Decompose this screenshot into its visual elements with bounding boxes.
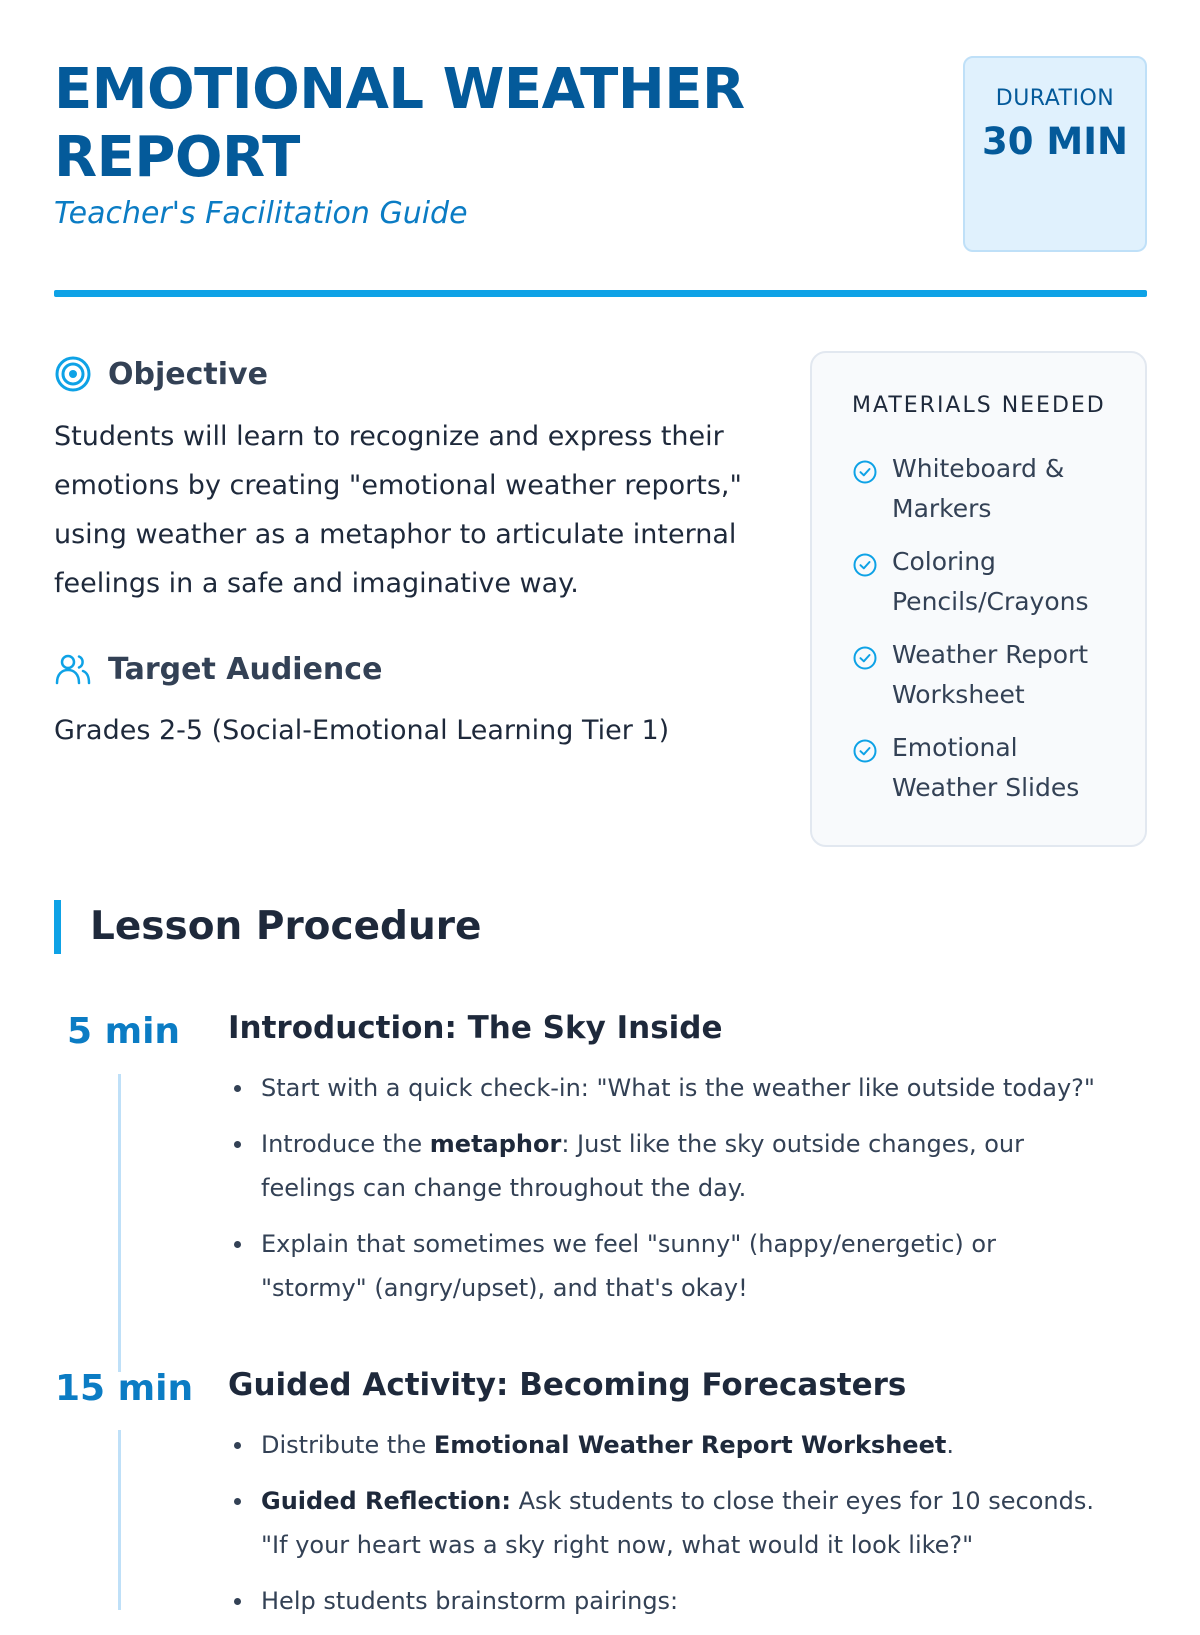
step-bullet-list	[228, 1066, 1108, 1322]
materials-item-label: Coloring Pencils/Crayons	[892, 547, 1089, 616]
materials-item-label: Weather Report Worksheet	[892, 640, 1089, 709]
duration-label: DURATION	[995, 86, 1115, 111]
page-title: EMOTIONAL WEATHER REPORT	[54, 57, 745, 190]
audience-heading-label: Target Audience	[108, 651, 383, 687]
step-bullet: Introduce the metaphor: Just like the sky outside changes, our feelings can change throughout the day.	[228, 1122, 1108, 1210]
step-bullet-list	[228, 1423, 1108, 1635]
objective-text: Students will learn to recognize and express their emotions by creating "emotional weather reports," using weather as a metaphor to articulate internal feelings in a safe and imaginative way.	[54, 421, 742, 599]
audience-heading	[54, 650, 382, 688]
check-circle-icon	[852, 645, 878, 671]
materials-item	[852, 542, 1132, 622]
duration-badge	[963, 56, 1147, 252]
materials-item	[852, 635, 1122, 715]
objective-heading	[54, 355, 268, 393]
materials-title: MATERIALS NEEDED	[852, 393, 1106, 418]
materials-item-label: Whiteboard & Markers	[892, 454, 1065, 523]
audience-text: Grades 2-5 (Social-Emotional Learning Tier 1)	[54, 715, 670, 746]
step-title: Introduction: The Sky Inside	[228, 1010, 723, 1046]
step-bullet: Distribute the Emotional Weather Report Worksheet.	[228, 1423, 1108, 1467]
check-circle-icon	[852, 738, 878, 764]
timeline-line	[118, 1074, 121, 1372]
materials-item-label: Emotional Weather Slides	[892, 733, 1080, 802]
users-icon	[54, 650, 92, 688]
materials-item	[852, 728, 1102, 808]
step-title: Guided Activity: Becoming Forecasters	[228, 1367, 907, 1403]
timeline-line	[118, 1430, 121, 1610]
step-bullet: Guided Reflection: Ask students to close their eyes for 10 seconds. "If your heart was a sky right now, what would it look like?"	[228, 1479, 1108, 1567]
check-circle-icon	[852, 552, 878, 578]
check-circle-icon	[852, 459, 878, 485]
page-header	[54, 56, 1147, 298]
procedure-heading: Lesson Procedure	[54, 900, 481, 954]
step-bullet: Help students brainstorm pairings:	[228, 1579, 1108, 1623]
materials-card	[810, 351, 1147, 847]
objective-heading-label: Objective	[108, 356, 268, 392]
duration-value: 30 MIN	[982, 120, 1128, 163]
step-bullet: Explain that sometimes we feel "sunny" (happy/energetic) or "stormy" (angry/upset), and that's okay!	[228, 1222, 1108, 1310]
step-bullet: Start with a quick check-in: "What is the weather like outside today?"	[228, 1066, 1108, 1110]
step-time: 15 min	[55, 1368, 194, 1409]
header-divider	[54, 290, 1147, 297]
page-subtitle: Teacher's Facilitation Guide	[54, 196, 468, 231]
step-time: 5 min	[67, 1011, 181, 1052]
materials-item	[852, 449, 1102, 529]
target-icon	[54, 355, 92, 393]
